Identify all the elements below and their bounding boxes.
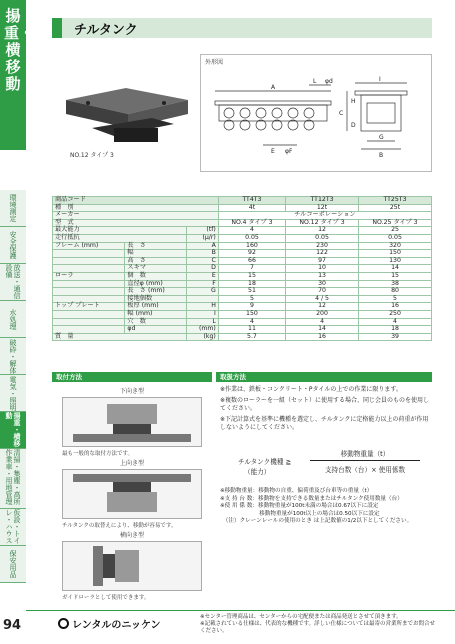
outline-drawing (200, 54, 432, 172)
table-cell: 16 (286, 333, 359, 341)
table-cell: 92 (218, 250, 285, 258)
row-unit: D (187, 265, 219, 273)
row-label: 幅 (125, 250, 187, 258)
row-unit: G (187, 288, 219, 296)
definition: ※支 持 台 数：移動物を支持できる数量またはチルタンク使用数量（台） (220, 495, 403, 502)
tank-roller-photo (52, 48, 200, 166)
dim-d: φd (325, 78, 333, 85)
row-label: 種 別 (53, 204, 219, 212)
sidebar-section-title: 揚重・横移動 (4, 7, 35, 93)
table-cell: 11 (218, 326, 285, 334)
table-cell: 30 (286, 280, 359, 288)
dim-G: G (379, 134, 384, 141)
row-label: 走行抵抗 (53, 234, 187, 242)
table-cell: 4 (359, 318, 432, 326)
table-row (53, 280, 432, 288)
table-cell: 5 (218, 295, 285, 303)
footnote: ※センター管理商品は、センターからの宅配便または商品発送とさせて頂きます。 (200, 614, 402, 620)
usage-item-side (62, 530, 202, 601)
table-row (53, 288, 432, 296)
table-row (53, 333, 432, 341)
row-label: 高 さ (125, 257, 187, 265)
table-row (53, 265, 432, 273)
category-tab[interactable] (0, 227, 26, 264)
category-label: 安全保護 (9, 231, 17, 259)
table-cell: 12t (286, 204, 359, 212)
table-cell: 97 (286, 257, 359, 265)
formula-denominator: 支持台数（台）× 使用係数 (324, 466, 406, 474)
table-cell: 4t (218, 204, 285, 212)
row-label: 型 式 (53, 219, 219, 227)
note: ※複数のローラーを一組（セット）に使用する場合、同じ会員のものを使用してください。 (220, 396, 430, 412)
category-label: 清掃・集塵・高所作業車・用地管理 (5, 449, 21, 505)
title-bar (52, 18, 432, 38)
dim-H: H (351, 98, 356, 105)
table-cell: 14 (359, 265, 432, 273)
row-unit: I (187, 310, 219, 318)
table-row (53, 257, 432, 265)
table-cell: 9 (218, 303, 285, 311)
photo-caption: NO.12 タイプ 3 (70, 152, 114, 159)
usage-caption: ガイドローラとして使用できます。 (62, 595, 150, 601)
row-unit: H (187, 303, 219, 311)
category-tab[interactable] (0, 190, 26, 227)
row-group (53, 280, 125, 288)
table-cell: 4 (286, 318, 359, 326)
table-cell: 130 (359, 257, 432, 265)
category-tab[interactable] (0, 301, 26, 338)
table-row (53, 250, 432, 258)
column-header: TT12T3 (286, 197, 359, 205)
page-title: チルタンク (74, 23, 138, 38)
title-marker (52, 18, 62, 38)
table-cell: 4 / 5 (286, 295, 359, 303)
usage-title: 上向き型 (119, 460, 144, 467)
table-cell: 150 (218, 310, 285, 318)
table-row (53, 303, 432, 311)
table-cell: 16 (359, 303, 432, 311)
table-cell: 13 (286, 272, 359, 280)
category-tab[interactable] (0, 338, 26, 375)
table-cell: 7 (218, 265, 285, 273)
table-cell: NO.12 タイプ 3 (286, 219, 359, 227)
dim-B: B (379, 152, 384, 159)
category-tab-active[interactable] (0, 412, 26, 449)
table-cell: 80 (359, 288, 432, 296)
row-label: 最大能力 (53, 227, 187, 235)
row-group (53, 250, 125, 258)
table-cell: 70 (286, 288, 359, 296)
dim-I: I (379, 76, 381, 83)
table-cell: 250 (359, 310, 432, 318)
row-group (53, 318, 125, 326)
row-label: 幅 (mm) (125, 310, 187, 318)
table-cell: 122 (286, 250, 359, 258)
formula-lhs: チルタンク機種 ≧ (238, 458, 292, 466)
dim-D: D (351, 122, 356, 129)
usage-title: 下向き型 (119, 388, 144, 395)
table-row (53, 326, 432, 334)
company-logo (58, 616, 160, 631)
category-tabs (0, 190, 26, 583)
usage-caption: 最も一般的な取付方法です。 (62, 451, 134, 457)
table-cell: 15 (359, 272, 432, 280)
table-cell: 15 (218, 272, 285, 280)
table-cell: 0.05 (286, 234, 359, 242)
table-cell: 4 (218, 227, 285, 235)
table-cell: 5 (359, 295, 432, 303)
table-cell: 18 (218, 280, 285, 288)
footer-rule (26, 610, 455, 611)
row-label: 接地個数 (125, 295, 187, 303)
usage-caption: チルタンクの取替えにより、移動が容易です。 (62, 523, 177, 529)
footnote: ※記載されている仕様は、代表的な機種です。詳しい仕様については最寄の営業所までお問合せください。 (200, 621, 436, 634)
usage-diagram (62, 541, 202, 591)
table-cell: 25 (359, 227, 432, 235)
sidebar-section-block (0, 0, 35, 150)
logo-text: レンタルのニッケン (72, 620, 161, 631)
footer-notes (200, 614, 440, 635)
category-label: 水処理 (9, 308, 17, 330)
dimension-drawing (201, 55, 431, 171)
product-photo (52, 48, 200, 166)
drawing-label: 外形図 (205, 59, 224, 66)
row-group (53, 310, 125, 318)
table-cell: 66 (218, 257, 285, 265)
row-unit: B (187, 250, 219, 258)
table-row (53, 219, 432, 227)
category-label: 環境測定 (9, 194, 17, 222)
table-cell: NO.25 タイプ 3 (359, 219, 432, 227)
note: ※作業は、鉄板・コンクリート・Pタイルの上での作業に限ります。 (220, 386, 402, 393)
table-cell: 51 (218, 288, 285, 296)
spec-table (52, 196, 432, 341)
formula-numerator: 移動物重量（t） (340, 450, 390, 458)
note: ※下記計算式を基準に機種を選定し、チルタンクに定格能力以上の荷重が作用しないようにしてください。 (220, 415, 429, 431)
usage-diagram (62, 469, 202, 519)
formula-definitions (220, 488, 430, 526)
table-cell: 0.05 (218, 234, 285, 242)
category-tab[interactable] (0, 449, 26, 509)
table-cell: 5.7 (218, 333, 285, 341)
row-unit: (kg) (187, 333, 219, 341)
row-unit: E (187, 272, 219, 280)
definition: 移動物重量が100t以上の場合は0.50以下に設定 (220, 510, 380, 517)
dim-L: L (313, 78, 317, 85)
row-group: トップ プレート (53, 303, 125, 311)
row-unit: (mm) (187, 326, 219, 334)
dim-A: A (271, 84, 276, 91)
selection-formula (238, 444, 428, 484)
column-header: TT4T3 (218, 197, 285, 205)
row-unit: L (187, 318, 219, 326)
sidebar (0, 0, 35, 644)
column-header: 商品コード (53, 197, 219, 205)
table-cell: 160 (218, 242, 285, 250)
dim-C: C (339, 110, 344, 117)
row-unit: (tf) (187, 227, 219, 235)
table-row (53, 310, 432, 318)
table-row (53, 234, 432, 242)
table-cell: 12 (286, 303, 359, 311)
row-unit: F (187, 280, 219, 288)
table-cell: 38 (359, 280, 432, 288)
row-label: スキマ (125, 265, 187, 273)
table-row (53, 242, 432, 250)
category-tab[interactable] (0, 546, 26, 583)
row-label: φd (125, 326, 187, 334)
handling-notes (220, 386, 430, 435)
row-unit: (μ/r) (187, 234, 219, 242)
table-row (53, 204, 432, 212)
row-group (53, 288, 125, 296)
logo-mark-icon (58, 618, 69, 629)
table-cell: 25t (359, 204, 432, 212)
table-cell: 18 (359, 326, 432, 334)
category-label: 保安用品 (9, 550, 17, 578)
table-cell: 0.05 (359, 234, 432, 242)
row-label: 個 数 (125, 272, 187, 280)
table-cell: 12 (286, 227, 359, 235)
table-cell: 230 (286, 242, 359, 250)
table-cell: 14 (286, 326, 359, 334)
definition: （注）クレーンレールの使用のとき は上記数値の1/2以下としてください。 (220, 518, 413, 524)
table-row (53, 295, 432, 303)
usage-diagram (62, 397, 202, 447)
row-label: メーカー (53, 212, 219, 220)
row-label: 穴 数 (125, 318, 187, 326)
row-label: 長 さ (mm) (125, 288, 187, 296)
table-cell: 10 (286, 265, 359, 273)
row-unit: A (187, 242, 219, 250)
row-label: 質 量 (53, 333, 187, 341)
table-cell: 320 (359, 242, 432, 250)
table-row (53, 272, 432, 280)
category-label: 放送・通信設備 (5, 264, 21, 299)
category-label: 揚重・横移動 (5, 412, 21, 447)
row-label: 板厚 (mm) (125, 303, 187, 311)
category-label: 破砕・解体 (9, 338, 17, 374)
row-group: フレーム (mm) (53, 242, 125, 250)
table-row (53, 227, 432, 235)
definition: ※使 用 係 数：移動物重量が100t未満の場合は0.67以下に設定 (220, 503, 379, 509)
dim-E: E (271, 148, 275, 155)
definition: ※移動物重量：移動物の自重、偏荷重及び台車等の重量（t） (220, 488, 373, 494)
category-tab[interactable] (0, 264, 26, 301)
usage-item-up (62, 458, 202, 529)
handling-heading: 取扱方法 (216, 372, 432, 382)
page-number: 94 (3, 618, 22, 633)
dim-F: φF (285, 148, 293, 155)
category-label: 仮設・トイレ・ハウス (5, 509, 21, 544)
usage-heading: 取付方法 (52, 372, 212, 382)
table-cell: NO.4 タイプ 3 (218, 219, 285, 227)
row-label: 長 さ (125, 242, 187, 250)
formula-bar (310, 460, 420, 461)
row-group: ローラ (53, 272, 125, 280)
row-group (53, 257, 125, 265)
table-row (53, 318, 432, 326)
usage-item-down (62, 386, 202, 457)
table-cell: 200 (286, 310, 359, 318)
table-cell: チルコーポレーション (218, 212, 431, 220)
category-tab[interactable] (0, 509, 26, 546)
table-cell: 39 (359, 333, 432, 341)
column-header: TT25T3 (359, 197, 432, 205)
usage-title: 横向き型 (119, 532, 144, 539)
table-cell: 150 (359, 250, 432, 258)
row-label: 直径φ (mm) (125, 280, 187, 288)
table-header-row (53, 197, 432, 205)
formula-lhs-sub: （能力） (244, 468, 271, 476)
row-unit: C (187, 257, 219, 265)
table-cell: 4 (218, 318, 285, 326)
category-tab[interactable] (0, 375, 26, 412)
category-label: 電気・照明 (9, 375, 17, 411)
